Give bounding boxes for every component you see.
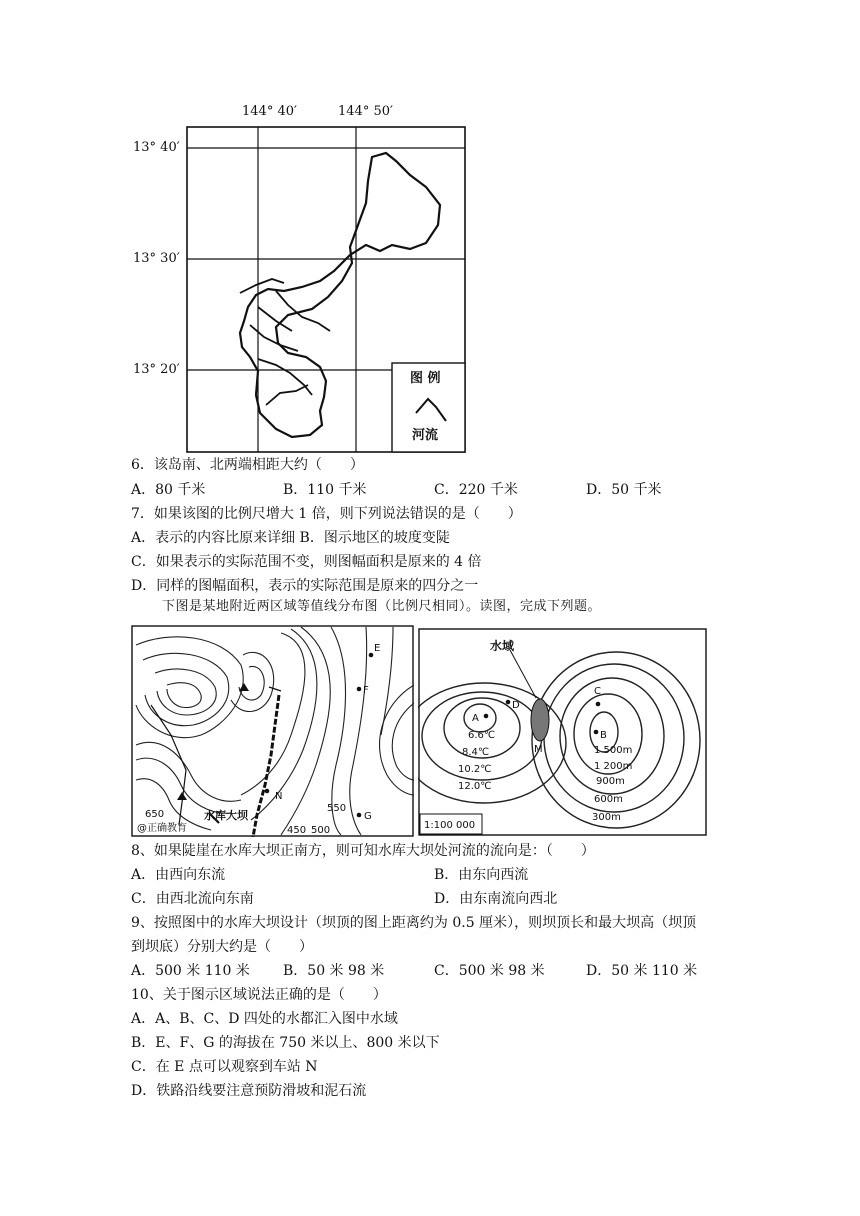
q9-option-d[interactable]: D．50 米 110 米 <box>586 963 698 979</box>
q6-option-a[interactable]: A．80 千米 <box>131 482 206 498</box>
label-e: E <box>374 643 381 654</box>
label-f: F <box>363 685 369 696</box>
point-a <box>484 714 489 719</box>
isotherm-6-6: 6.6℃ <box>468 730 496 741</box>
watermark: @正确教育 <box>137 823 187 834</box>
river-4 <box>258 359 312 395</box>
q7-option-c[interactable]: C．如果表示的实际范围不变，则图幅面积是原来的 4 倍 <box>131 554 482 570</box>
q6-option-c[interactable]: C．220 千米 <box>434 482 518 498</box>
q9-option-c[interactable]: C．500 米 98 米 <box>434 963 545 979</box>
island-map <box>180 95 480 455</box>
q7-option-d[interactable]: D．同样的图幅面积，表示的实际范围是原来的四分之一 <box>131 578 479 594</box>
contour-1500: 1 500m <box>594 745 633 756</box>
point-b <box>594 730 599 735</box>
legend-title: 图 例 <box>410 371 441 386</box>
scale-label: 1:100 000 <box>424 820 476 831</box>
point-f <box>357 687 362 692</box>
q9-stem-line1: 9、按照图中的水库大坝设计（坝顶的图上距离约为 0.5 厘米），则坝顶长和最大坝高（坝顶 <box>131 915 697 931</box>
q8-option-b[interactable]: B．由东向西流 <box>434 867 529 883</box>
lon-label-1: 144° 40′ <box>242 104 297 119</box>
q10-option-d[interactable]: D．铁路沿线要注意预防滑坡和泥石流 <box>131 1083 367 1099</box>
isotherm-10-2: 10.2℃ <box>458 764 492 775</box>
water-body <box>531 699 549 741</box>
lat-label-2: 13° 30′ <box>133 251 180 266</box>
q9-option-a[interactable]: A．500 米 110 米 <box>131 963 250 979</box>
q10-option-c[interactable]: C．在 E 点可以观察到车站 N <box>131 1059 318 1075</box>
label-650: 650 <box>145 809 165 820</box>
label-water: 水域 <box>490 639 515 653</box>
q7-stem: 7．如果该图的比例尺增大 1 倍，则下列说法错误的是（ ） <box>131 506 522 522</box>
label-n: N <box>275 791 283 802</box>
q10-stem: 10、关于图示区域说法正确的是（ ） <box>131 987 387 1003</box>
q9-option-b[interactable]: B．50 米 98 米 <box>283 963 385 979</box>
point-c <box>596 702 601 707</box>
label-g: G <box>364 811 372 822</box>
q10-option-a[interactable]: A．A、B、C、D 四处的水都汇入图中水域 <box>131 1011 398 1027</box>
label-dam: 水库大坝 <box>204 809 248 822</box>
contour-1200: 1 200m <box>594 761 633 772</box>
contour-300: 300m <box>592 812 621 823</box>
q7-option-ab[interactable]: A．表示的内容比原来详细 B．图示地区的坡度变陡 <box>131 530 450 546</box>
q6-option-d[interactable]: D．50 千米 <box>586 482 662 498</box>
label-a: A <box>472 713 479 724</box>
map-intro: 下图是某地附近两区域等值线分布图（比例尺相同）。读图，完成下列题。 <box>162 599 602 614</box>
label-450: 450 <box>287 825 307 836</box>
contour-map-right <box>418 628 707 836</box>
lon-label-2: 144° 50′ <box>338 104 393 119</box>
lat-label-1: 13° 40′ <box>133 140 180 155</box>
station-n <box>265 789 270 794</box>
q9-stem-line2: 到坝底）分别大约是（ ） <box>131 939 313 955</box>
q8-option-c[interactable]: C．由西北流向东南 <box>131 891 254 907</box>
river-3 <box>250 325 298 351</box>
point-d <box>506 700 511 705</box>
label-m: M <box>534 744 543 755</box>
legend-label: 河流 <box>412 428 439 443</box>
isotherm-8-4: 8.4℃ <box>462 747 490 758</box>
point-e <box>369 653 374 658</box>
q8-option-d[interactable]: D．由东南流向西北 <box>434 891 558 907</box>
q6-option-b[interactable]: B．110 千米 <box>283 482 367 498</box>
label-c: C <box>594 686 601 697</box>
contour-600: 600m <box>594 794 623 805</box>
q8-stem: 8、如果陡崖在水库大坝正南方，则可知水库大坝处河流的流向是：（ ） <box>131 843 595 859</box>
label-d: D <box>512 700 520 711</box>
river-5 <box>266 385 308 405</box>
label-550: 550 <box>327 803 347 814</box>
lat-label-3: 13° 20′ <box>133 362 180 377</box>
q8-option-a[interactable]: A．由西向东流 <box>131 867 226 883</box>
contour-map-left <box>131 625 414 837</box>
label-b: B <box>600 730 607 741</box>
q6-stem: 6．该岛南、北两端相距大约（ ） <box>131 457 364 473</box>
point-g <box>357 813 362 818</box>
contour-900: 900m <box>596 776 625 787</box>
isotherm-12-0: 12.0℃ <box>458 781 492 792</box>
q10-option-b[interactable]: B．E、F、G 的海拔在 750 米以上、800 米以下 <box>131 1035 440 1051</box>
label-500: 500 <box>311 825 331 836</box>
